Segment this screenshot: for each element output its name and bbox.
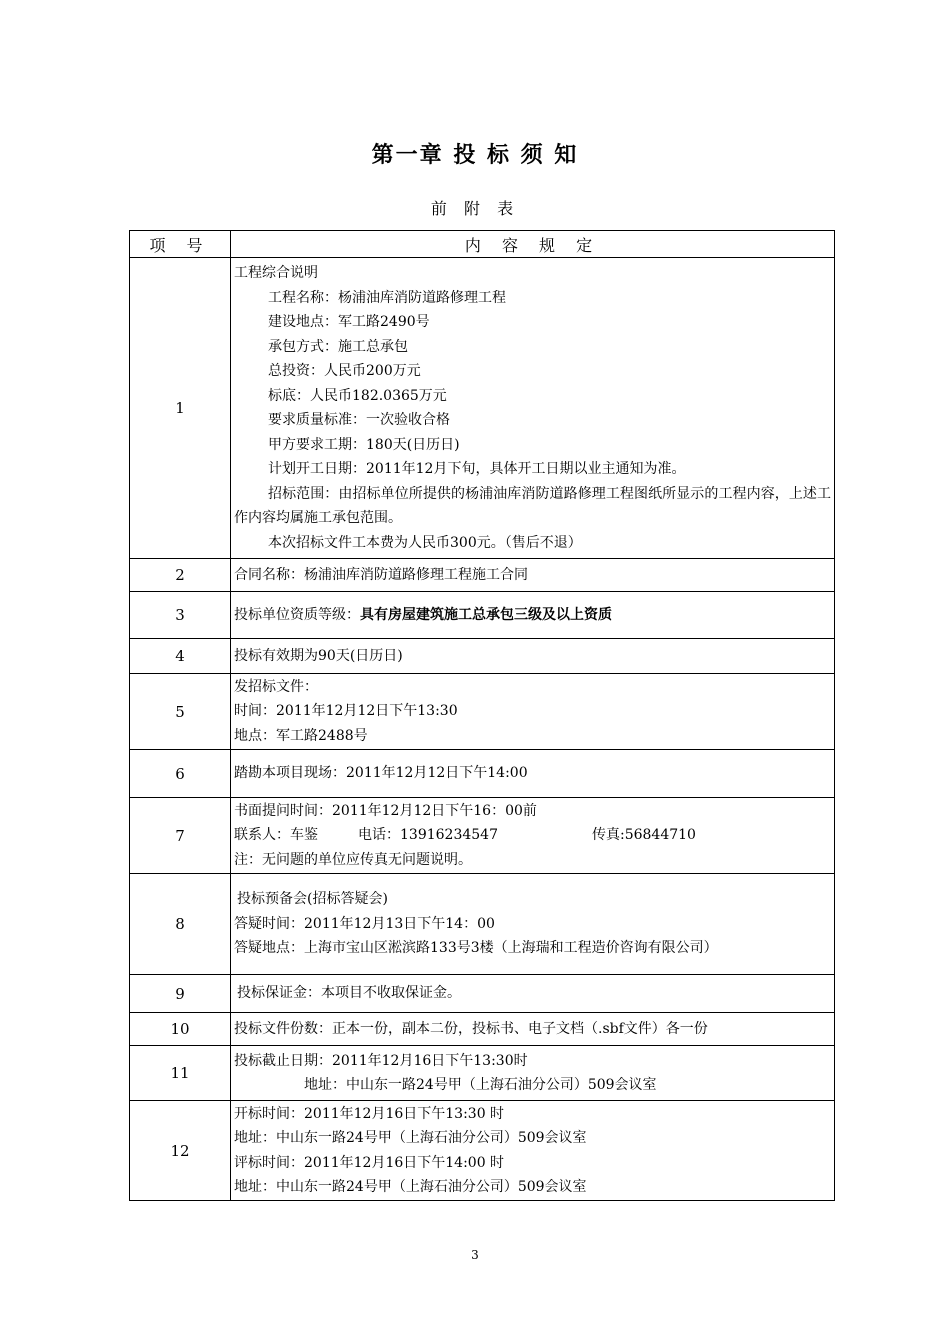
- bid-bond: 投标保证金：本项目不收取保证金。: [237, 985, 461, 1002]
- contact-person: 联系人：车鉴: [234, 827, 318, 844]
- row-number: 12: [130, 1101, 231, 1201]
- table-row: [130, 975, 835, 1013]
- row-content: [231, 1013, 835, 1046]
- page-number: 3: [471, 1248, 479, 1262]
- row-number: 7: [130, 798, 231, 874]
- row-content: [231, 592, 835, 639]
- table-row: [130, 1046, 835, 1101]
- table-row: [130, 258, 835, 559]
- opening-time: 开标时间：2011年12月16日下午13:30 时: [234, 1105, 505, 1122]
- duration: 甲方要求工期：180天(日历日): [268, 436, 460, 453]
- table-row: [130, 639, 835, 674]
- validity-period: 投标有效期为90天(日历日): [234, 647, 403, 664]
- row-number: 3: [130, 592, 231, 639]
- qa-time: 答疑时间：2011年12月13日下午14：00: [234, 915, 495, 932]
- contact-fax: 传真:56844710: [591, 827, 696, 844]
- row-number: 5: [130, 674, 231, 750]
- table-row: [130, 674, 835, 750]
- prebid-meeting: 投标预备会(招标答疑会): [237, 891, 388, 908]
- site-visit: 踏勘本项目现场：2011年12月12日下午14:00: [234, 765, 528, 782]
- row-content: [231, 674, 835, 750]
- row-content: [231, 975, 835, 1013]
- row-content: [231, 798, 835, 874]
- tender-scope: 招标范围：由招标单位所提供的杨浦油库消防道路修理工程图纸所显示的工程内容，上述工作内容均属施工承包范围。: [234, 485, 831, 526]
- qualification-label: 投标单位资质等级：: [234, 606, 360, 623]
- copies-required: 投标文件份数：正本一份，副本二份，投标书、电子文档（.sbf文件）各一份: [234, 1020, 708, 1037]
- row-number: 9: [130, 975, 231, 1013]
- opening-address: 地址：中山东一路24号甲（上海石油分公司）509会议室: [234, 1130, 587, 1146]
- qualification: [234, 603, 831, 628]
- table-row: [130, 1013, 835, 1046]
- question-deadline: 书面提问时间：2011年12月12日下午16：00前: [234, 802, 537, 819]
- bid-submission-address: 地址：中山东一路24号甲（上海石油分公司）509会议室: [304, 1077, 657, 1093]
- bid-deadline: 投标截止日期：2011年12月16日下午13:30时: [234, 1052, 528, 1069]
- contact-phone: 电话：13916234547: [358, 827, 498, 844]
- bid-base: 标底：人民币182.0365万元: [268, 387, 447, 404]
- chapter-title: 第一章 投 标 须 知: [371, 143, 579, 168]
- row-number: 6: [130, 750, 231, 798]
- row-number: 1: [130, 258, 231, 559]
- section-heading: 工程综合说明: [234, 265, 318, 281]
- table-row: [130, 874, 835, 975]
- qa-place: 答疑地点：上海市宝山区淞滨路133号3楼（上海瑞和工程造价咨询有限公司）: [234, 940, 718, 957]
- table-row: [130, 559, 835, 592]
- row-content: [231, 874, 835, 975]
- table-row: [130, 592, 835, 639]
- requirements-table: [129, 230, 835, 1201]
- issue-time: 时间：2011年12月12日下午13:30: [234, 703, 458, 720]
- row-number: 8: [130, 874, 231, 975]
- row-number: 2: [130, 559, 231, 592]
- contact-line: [234, 823, 831, 848]
- row-content: [231, 559, 835, 592]
- contract-mode: 承包方式：施工总承包: [268, 338, 408, 355]
- row-content: [231, 750, 835, 798]
- question-note: 注：无问题的单位应传真无问题说明。: [234, 851, 472, 868]
- table-row: [130, 750, 835, 798]
- quality-standard: 要求质量标准：一次验收合格: [268, 412, 450, 428]
- row-number: 10: [130, 1013, 231, 1046]
- issue-place: 地点：军工路2488号: [234, 727, 368, 744]
- evaluation-time: 评标时间：2011年12月16日下午14:00 时: [234, 1154, 505, 1171]
- header-content: 内 容 规 定: [231, 231, 835, 258]
- header-item-number: 项 号: [130, 231, 231, 258]
- table-caption: 前 附 表: [430, 199, 520, 218]
- row-number: 4: [130, 639, 231, 674]
- total-investment: 总投资：人民币200万元: [268, 363, 421, 379]
- start-date: 计划开工日期：2011年12月下旬，具体开工日期以业主通知为准。: [268, 461, 686, 477]
- row-number: 11: [130, 1046, 231, 1101]
- table-header-row: [130, 231, 835, 258]
- row-content: [231, 258, 835, 559]
- project-name: 工程名称：杨浦油库消防道路修理工程: [268, 289, 506, 306]
- table-row: [130, 798, 835, 874]
- document-fee: 本次招标文件工本费为人民币300元。（售后不退）: [268, 534, 582, 551]
- contract-name: 合同名称：杨浦油库消防道路修理工程施工合同: [234, 566, 528, 583]
- row-content: [231, 1046, 835, 1101]
- issue-heading: 发招标文件：: [234, 678, 318, 695]
- row-content: [231, 639, 835, 674]
- row-content: [231, 1101, 835, 1201]
- project-location: 建设地点：军工路2490号: [268, 314, 430, 330]
- qualification-requirement: 具有房屋建筑施工总承包三级及以上资质: [360, 606, 612, 623]
- evaluation-address: 地址：中山东一路24号甲（上海石油分公司）509会议室: [234, 1179, 587, 1195]
- table-row: [130, 1101, 835, 1201]
